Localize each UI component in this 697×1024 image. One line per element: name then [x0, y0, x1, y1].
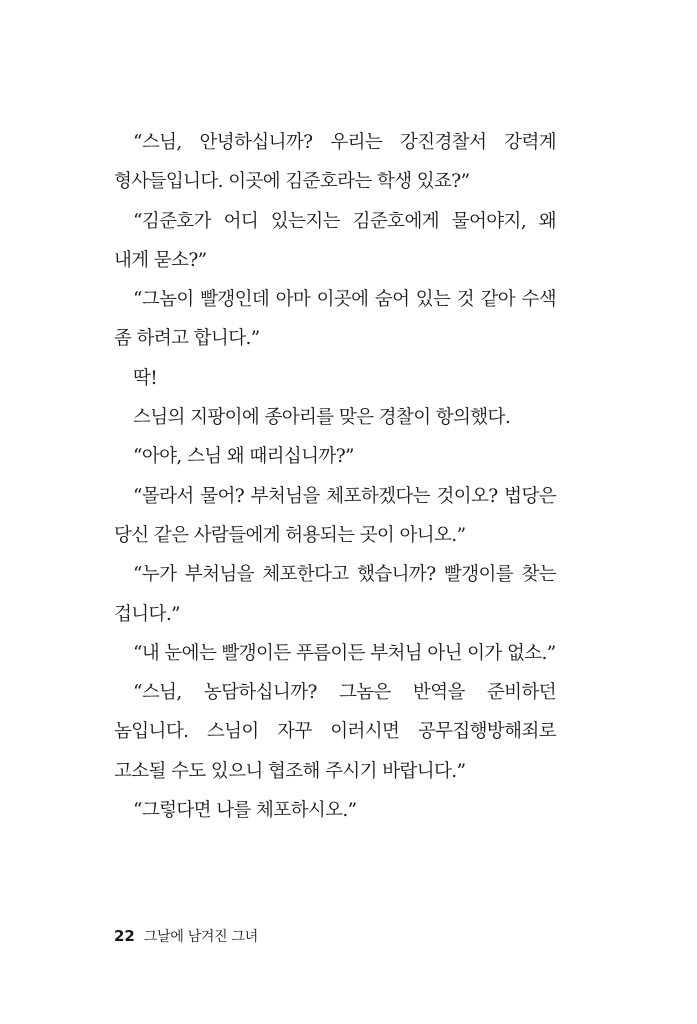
paragraph: “스님, 안녕하십니까? 우리는 강진경찰서 강력계 형사들입니다. 이곳에 김준호라는 학생 있죠?”: [114, 132, 556, 193]
running-title: 그날에 남겨진 그녀: [143, 929, 258, 945]
paragraph: “내 눈에는 빨갱이든 푸름이든 부처님 아닌 이가 없소.”: [133, 642, 556, 664]
paragraph: “그렇다면 나를 체포하시오.”: [133, 800, 357, 822]
page-footer: [114, 926, 258, 946]
paragraph: “그놈이 빨갱인데 아마 이곳에 숨어 있는 것 같아 수색 좀 하려고 합니다.”: [114, 289, 556, 350]
paragraph: “몰라서 물어? 부처님을 체포하겠다는 것이오? 법당은 당신 같은 사람들에게 허용되는 곳이 아니오.”: [114, 485, 556, 546]
paragraph: “아야, 스님 왜 때리십니까?”: [133, 446, 354, 468]
page-body: [114, 123, 556, 830]
paragraph: 스님의 지팡이에 종아리를 맞은 경찰이 항의했다.: [133, 407, 511, 429]
paragraph: “스님, 농담하십니까? 그놈은 반역을 준비하던 놈입니다. 스님이 자꾸 이러시면 공무집행방해죄로 고소될 수도 있으니 협조해 주시기 바랍니다.”: [114, 682, 556, 782]
paragraph: 딱!: [133, 367, 158, 389]
paragraph: “김준호가 어디 있는지는 김준호에게 물어야지, 왜 내게 묻소?”: [114, 210, 556, 271]
paragraph: “누가 부처님을 체포한다고 했습니까? 빨갱이를 찾는 겁니다.”: [114, 564, 556, 625]
page-number: 22: [114, 927, 135, 945]
